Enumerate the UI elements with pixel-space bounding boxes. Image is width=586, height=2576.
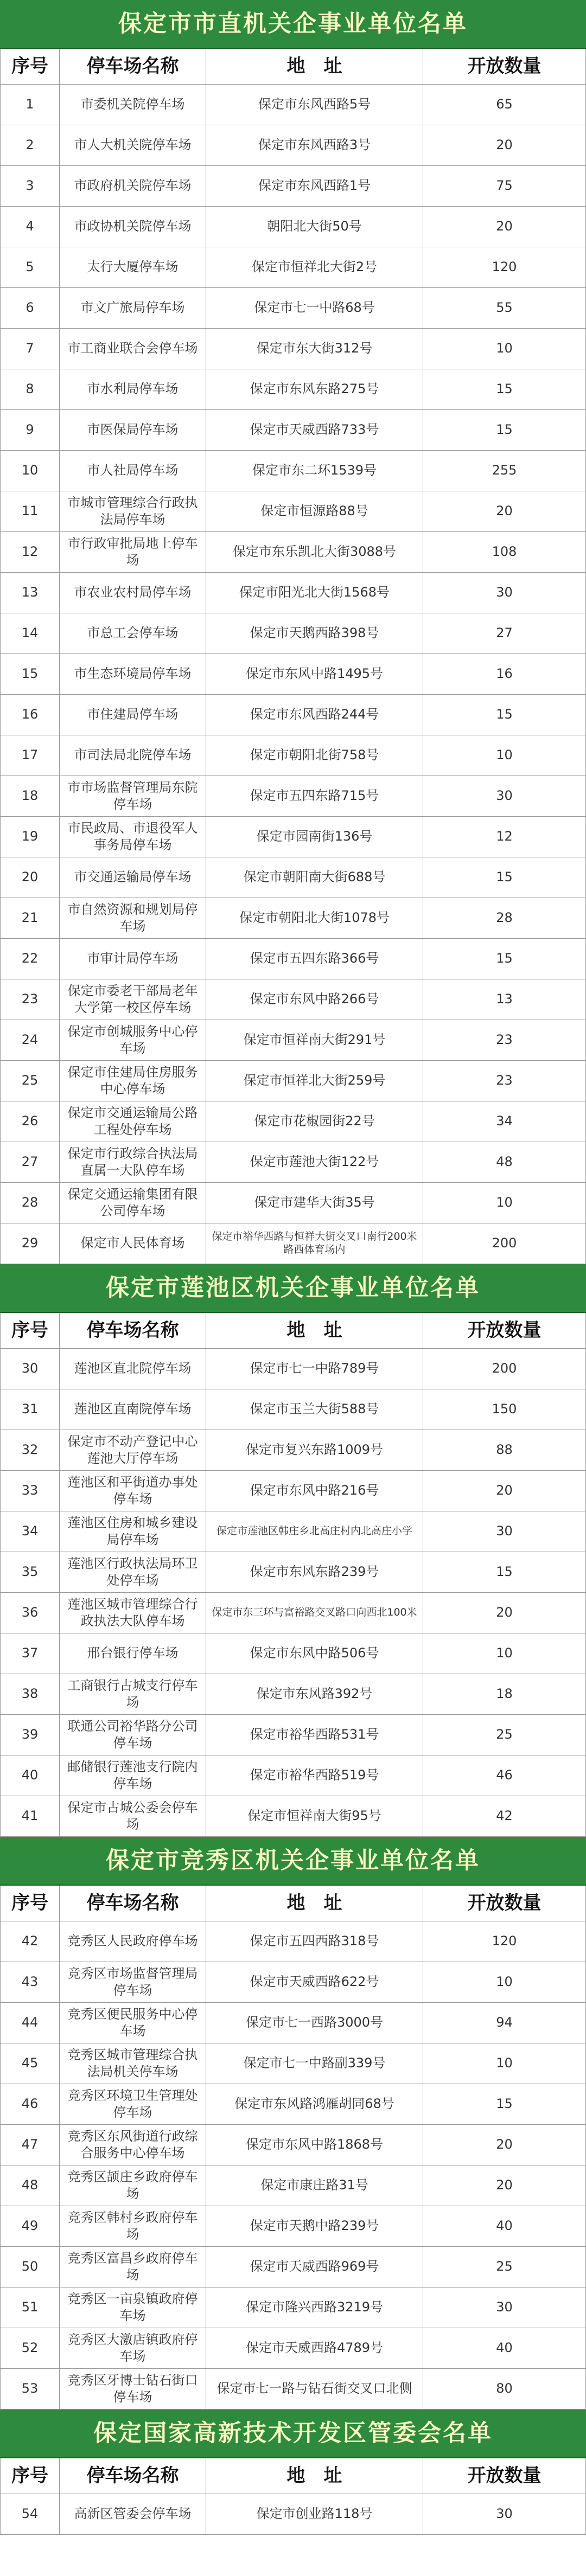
parking-name: 莲池区住房和城乡建设局停车场 xyxy=(60,1511,206,1552)
table-row xyxy=(0,735,586,776)
table-row xyxy=(0,1020,586,1061)
open-count: 15 xyxy=(423,1552,586,1593)
row-number: 46 xyxy=(0,2084,60,2125)
header-addr: 地 址 xyxy=(206,49,423,85)
address: 保定市东风路392号 xyxy=(206,1674,423,1715)
table-row xyxy=(0,654,586,695)
header-addr: 地 址 xyxy=(206,1313,423,1349)
parking-name: 邢台银行停车场 xyxy=(60,1633,206,1674)
table-row xyxy=(0,1593,586,1633)
header-name: 停车场名称 xyxy=(60,1313,206,1349)
parking-name: 市民政局、市退役军人事务局停车场 xyxy=(60,817,206,857)
row-number: 20 xyxy=(0,857,60,898)
open-count: 10 xyxy=(423,2043,586,2084)
row-number: 3 xyxy=(0,166,60,207)
section-1 xyxy=(0,0,586,1264)
table-row xyxy=(0,1223,586,1264)
open-count: 30 xyxy=(423,776,586,817)
address: 保定市东风中路266号 xyxy=(206,979,423,1020)
address: 保定市莲池大街122号 xyxy=(206,1142,423,1183)
parking-name: 竞秀区一亩泉镇政府停车场 xyxy=(60,2287,206,2328)
address: 保定市恒源路88号 xyxy=(206,491,423,532)
table-header-row xyxy=(0,1313,586,1349)
parking-name: 高新区管委会停车场 xyxy=(60,2494,206,2535)
table-row xyxy=(0,532,586,573)
parking-name: 竞秀区大激店镇政府停车场 xyxy=(60,2328,206,2369)
address: 保定市东风西路3号 xyxy=(206,125,423,166)
parking-name: 市审计局停车场 xyxy=(60,939,206,979)
open-count: 75 xyxy=(423,166,586,207)
address: 保定市天鹅西路398号 xyxy=(206,613,423,654)
section-2 xyxy=(0,1264,586,1837)
table-row xyxy=(0,2494,586,2535)
open-count: 15 xyxy=(423,939,586,979)
address: 保定市东二环1539号 xyxy=(206,451,423,491)
address: 朝阳北大街50号 xyxy=(206,207,423,247)
table-row xyxy=(0,817,586,857)
address: 保定市阳光北大街1568号 xyxy=(206,573,423,613)
open-count: 15 xyxy=(423,695,586,735)
address: 保定市五四东路715号 xyxy=(206,776,423,817)
open-count: 25 xyxy=(423,2247,586,2287)
address: 保定市朝阳北街758号 xyxy=(206,735,423,776)
parking-name: 莲池区城市管理综合行政执法大队停车场 xyxy=(60,1593,206,1633)
table-row xyxy=(0,451,586,491)
section-title: 保定市竞秀区机关企事业单位名单 xyxy=(0,1837,586,1886)
row-number: 5 xyxy=(0,247,60,288)
parking-name: 邮储银行莲池支行院内停车场 xyxy=(60,1755,206,1796)
address: 保定市东风中路1868号 xyxy=(206,2125,423,2165)
address: 保定市七一西路3000号 xyxy=(206,2003,423,2043)
header-count: 开放数量 xyxy=(423,1886,586,1921)
parking-name: 莲池区和平街道办事处停车场 xyxy=(60,1471,206,1511)
open-count: 150 xyxy=(423,1389,586,1430)
table-row xyxy=(0,613,586,654)
parking-name: 市工商业联合会停车场 xyxy=(60,329,206,369)
parking-name: 保定市委老干部局老年大学第一校区停车场 xyxy=(60,979,206,1020)
table-row xyxy=(0,2165,586,2206)
address: 保定市天威西路4789号 xyxy=(206,2328,423,2369)
parking-name: 市医保局停车场 xyxy=(60,410,206,451)
parking-name: 市自然资源和规划局停车场 xyxy=(60,898,206,939)
section-3 xyxy=(0,1837,586,2410)
row-number: 6 xyxy=(0,288,60,329)
row-number: 30 xyxy=(0,1349,60,1389)
open-count: 18 xyxy=(423,1674,586,1715)
table-row xyxy=(0,1183,586,1223)
open-count: 30 xyxy=(423,2287,586,2328)
address: 保定市玉兰大街588号 xyxy=(206,1389,423,1430)
address: 保定市东风西路1号 xyxy=(206,166,423,207)
table-row xyxy=(0,979,586,1020)
table-row xyxy=(0,857,586,898)
table-row xyxy=(0,166,586,207)
open-count: 16 xyxy=(423,654,586,695)
open-count: 10 xyxy=(423,1633,586,1674)
open-count: 65 xyxy=(423,85,586,125)
parking-name: 市行政审批局地上停车场 xyxy=(60,532,206,573)
row-number: 32 xyxy=(0,1430,60,1471)
table-row xyxy=(0,288,586,329)
open-count: 80 xyxy=(423,2369,586,2410)
row-number: 51 xyxy=(0,2287,60,2328)
table-row xyxy=(0,125,586,166)
row-number: 18 xyxy=(0,776,60,817)
table-header-row xyxy=(0,2458,586,2494)
table-row xyxy=(0,207,586,247)
table-row xyxy=(0,1921,586,1962)
row-number: 9 xyxy=(0,410,60,451)
address: 保定市复兴东路1009号 xyxy=(206,1430,423,1471)
parking-name: 市交通运输局停车场 xyxy=(60,857,206,898)
table-row xyxy=(0,939,586,979)
table-row xyxy=(0,2003,586,2043)
parking-name: 市委机关院停车场 xyxy=(60,85,206,125)
open-count: 88 xyxy=(423,1430,586,1471)
open-count: 20 xyxy=(423,207,586,247)
table-header-row xyxy=(0,49,586,85)
row-number: 31 xyxy=(0,1389,60,1430)
open-count: 15 xyxy=(423,410,586,451)
parking-name: 市司法局北院停车场 xyxy=(60,735,206,776)
table-row xyxy=(0,1552,586,1593)
row-number: 54 xyxy=(0,2494,60,2535)
address: 保定市天威西路733号 xyxy=(206,410,423,451)
row-number: 17 xyxy=(0,735,60,776)
open-count: 20 xyxy=(423,125,586,166)
parking-name: 市水利局停车场 xyxy=(60,369,206,410)
row-number: 40 xyxy=(0,1755,60,1796)
row-number: 12 xyxy=(0,532,60,573)
table-row xyxy=(0,329,586,369)
header-name: 停车场名称 xyxy=(60,2458,206,2494)
open-count: 10 xyxy=(423,1962,586,2003)
header-no: 序号 xyxy=(0,1886,60,1921)
address: 保定市裕华西路与恒祥大街交叉口南行200米路西体育场内 xyxy=(206,1223,423,1264)
open-count: 20 xyxy=(423,2165,586,2206)
parking-name: 莲池区行政执法局环卫处停车场 xyxy=(60,1552,206,1593)
open-count: 40 xyxy=(423,2328,586,2369)
open-count: 255 xyxy=(423,451,586,491)
open-count: 23 xyxy=(423,1020,586,1061)
open-count: 10 xyxy=(423,329,586,369)
address: 保定市五四西路318号 xyxy=(206,1921,423,1962)
open-count: 120 xyxy=(423,1921,586,1962)
parking-name: 市住建局停车场 xyxy=(60,695,206,735)
table-row xyxy=(0,2125,586,2165)
table-row xyxy=(0,2287,586,2328)
open-count: 12 xyxy=(423,817,586,857)
table-row xyxy=(0,1674,586,1715)
parking-name: 工商银行古城支行停车场 xyxy=(60,1674,206,1715)
row-number: 19 xyxy=(0,817,60,857)
parking-name: 保定市人民体育场 xyxy=(60,1223,206,1264)
row-number: 37 xyxy=(0,1633,60,1674)
parking-name: 保定市住建局住房服务中心停车场 xyxy=(60,1061,206,1101)
section-title: 保定市莲池区机关企事业单位名单 xyxy=(0,1264,586,1313)
address: 保定市东三环与富裕路交叉路口向西北100米 xyxy=(206,1593,423,1633)
parking-name: 竞秀区便民服务中心停车场 xyxy=(60,2003,206,2043)
row-number: 49 xyxy=(0,2206,60,2247)
parking-name: 竞秀区颉庄乡政府停车场 xyxy=(60,2165,206,2206)
address: 保定市花椒园街22号 xyxy=(206,1101,423,1142)
address: 保定市七一中路副339号 xyxy=(206,2043,423,2084)
table-row xyxy=(0,1389,586,1430)
row-number: 36 xyxy=(0,1593,60,1633)
table-row xyxy=(0,1755,586,1796)
address: 保定市东风中路506号 xyxy=(206,1633,423,1674)
row-number: 42 xyxy=(0,1921,60,1962)
row-number: 39 xyxy=(0,1715,60,1755)
table-row xyxy=(0,2084,586,2125)
address: 保定市天威西路622号 xyxy=(206,1962,423,2003)
table-row xyxy=(0,1511,586,1552)
table-row xyxy=(0,1101,586,1142)
open-count: 46 xyxy=(423,1755,586,1796)
row-number: 22 xyxy=(0,939,60,979)
open-count: 20 xyxy=(423,2125,586,2165)
header-count: 开放数量 xyxy=(423,1313,586,1349)
table-row xyxy=(0,1715,586,1755)
row-number: 43 xyxy=(0,1962,60,2003)
parking-name: 莲池区直南院停车场 xyxy=(60,1389,206,1430)
address: 保定市园南街136号 xyxy=(206,817,423,857)
open-count: 30 xyxy=(423,1511,586,1552)
table-row xyxy=(0,369,586,410)
table-row xyxy=(0,695,586,735)
table-row xyxy=(0,1061,586,1101)
open-count: 40 xyxy=(423,2206,586,2247)
parking-name: 市政协机关院停车场 xyxy=(60,207,206,247)
table-row xyxy=(0,1633,586,1674)
table-header-row xyxy=(0,1886,586,1921)
row-number: 2 xyxy=(0,125,60,166)
row-number: 28 xyxy=(0,1183,60,1223)
parking-name: 竞秀区东风街道行政综合服务中心停车场 xyxy=(60,2125,206,2165)
open-count: 25 xyxy=(423,1715,586,1755)
open-count: 28 xyxy=(423,898,586,939)
row-number: 48 xyxy=(0,2165,60,2206)
table-row xyxy=(0,1349,586,1389)
parking-name: 竞秀区市场监督管理局停车场 xyxy=(60,1962,206,2003)
address: 保定市莲池区韩庄乡北高庄村内北高庄小学 xyxy=(206,1511,423,1552)
row-number: 34 xyxy=(0,1511,60,1552)
parking-name: 莲池区直北院停车场 xyxy=(60,1349,206,1389)
parking-name: 保定市不动产登记中心莲池大厅停车场 xyxy=(60,1430,206,1471)
table-row xyxy=(0,247,586,288)
open-count: 55 xyxy=(423,288,586,329)
parking-name: 市农业农村局停车场 xyxy=(60,573,206,613)
parking-name: 市总工会停车场 xyxy=(60,613,206,654)
address: 保定市东风中路1495号 xyxy=(206,654,423,695)
header-name: 停车场名称 xyxy=(60,1886,206,1921)
open-count: 42 xyxy=(423,1796,586,1837)
row-number: 23 xyxy=(0,979,60,1020)
table-row xyxy=(0,85,586,125)
row-number: 53 xyxy=(0,2369,60,2410)
row-number: 21 xyxy=(0,898,60,939)
row-number: 41 xyxy=(0,1796,60,1837)
open-count: 15 xyxy=(423,369,586,410)
table-row xyxy=(0,1962,586,2003)
table-row xyxy=(0,1471,586,1511)
address: 保定市东风中路216号 xyxy=(206,1471,423,1511)
address: 保定市创业路118号 xyxy=(206,2494,423,2535)
table-row xyxy=(0,1142,586,1183)
parking-name: 保定市古城公委会停车场 xyxy=(60,1796,206,1837)
parking-name: 保定市创城服务中心停车场 xyxy=(60,1020,206,1061)
parking-name: 市人大机关院停车场 xyxy=(60,125,206,166)
header-no: 序号 xyxy=(0,49,60,85)
row-number: 29 xyxy=(0,1223,60,1264)
address: 保定市东乐凯北大街3088号 xyxy=(206,532,423,573)
section-4 xyxy=(0,2410,586,2535)
table-row xyxy=(0,776,586,817)
header-no: 序号 xyxy=(0,1313,60,1349)
table-row xyxy=(0,491,586,532)
open-count: 94 xyxy=(423,2003,586,2043)
parking-name: 竞秀区人民政府停车场 xyxy=(60,1921,206,1962)
row-number: 38 xyxy=(0,1674,60,1715)
row-number: 24 xyxy=(0,1020,60,1061)
table-row xyxy=(0,2369,586,2410)
address: 保定市裕华西路531号 xyxy=(206,1715,423,1755)
open-count: 30 xyxy=(423,2494,586,2535)
row-number: 16 xyxy=(0,695,60,735)
address: 保定市裕华西路519号 xyxy=(206,1755,423,1796)
row-number: 33 xyxy=(0,1471,60,1511)
row-number: 15 xyxy=(0,654,60,695)
section-title: 保定国家高新技术开发区管委会名单 xyxy=(0,2410,586,2458)
table-row xyxy=(0,898,586,939)
row-number: 11 xyxy=(0,491,60,532)
table-row xyxy=(0,2328,586,2369)
address: 保定市康庄路31号 xyxy=(206,2165,423,2206)
parking-name: 联通公司裕华路分公司停车场 xyxy=(60,1715,206,1755)
table-row xyxy=(0,573,586,613)
parking-name: 保定交通运输集团有限公司停车场 xyxy=(60,1183,206,1223)
address: 保定市七一中路68号 xyxy=(206,288,423,329)
open-count: 10 xyxy=(423,1183,586,1223)
address: 保定市东风东路275号 xyxy=(206,369,423,410)
open-count: 48 xyxy=(423,1142,586,1183)
open-count: 20 xyxy=(423,491,586,532)
address: 保定市天威西路969号 xyxy=(206,2247,423,2287)
parking-name: 市市场监督管理局东院停车场 xyxy=(60,776,206,817)
header-name: 停车场名称 xyxy=(60,49,206,85)
row-number: 47 xyxy=(0,2125,60,2165)
row-number: 25 xyxy=(0,1061,60,1101)
open-count: 200 xyxy=(423,1223,586,1264)
header-no: 序号 xyxy=(0,2458,60,2494)
parking-name: 市城市管理综合行政执法局停车场 xyxy=(60,491,206,532)
row-number: 35 xyxy=(0,1552,60,1593)
open-count: 23 xyxy=(423,1061,586,1101)
open-count: 200 xyxy=(423,1349,586,1389)
row-number: 45 xyxy=(0,2043,60,2084)
row-number: 4 xyxy=(0,207,60,247)
address: 保定市七一中路789号 xyxy=(206,1349,423,1389)
parking-name: 市文广旅局停车场 xyxy=(60,288,206,329)
address: 保定市东风西路5号 xyxy=(206,85,423,125)
open-count: 13 xyxy=(423,979,586,1020)
parking-name: 保定市交通运输局公路工程处停车场 xyxy=(60,1101,206,1142)
address: 保定市恒祥南大街95号 xyxy=(206,1796,423,1837)
table-row xyxy=(0,1796,586,1837)
open-count: 27 xyxy=(423,613,586,654)
parking-name: 竞秀区韩村乡政府停车场 xyxy=(60,2206,206,2247)
open-count: 15 xyxy=(423,2084,586,2125)
table-row xyxy=(0,2247,586,2287)
address: 保定市朝阳南大街688号 xyxy=(206,857,423,898)
header-addr: 地 址 xyxy=(206,2458,423,2494)
address: 保定市建华大街35号 xyxy=(206,1183,423,1223)
row-number: 52 xyxy=(0,2328,60,2369)
section-title: 保定市市直机关企事业单位名单 xyxy=(0,0,586,49)
row-number: 7 xyxy=(0,329,60,369)
table-row xyxy=(0,2043,586,2084)
address: 保定市东风路鸿雁胡同68号 xyxy=(206,2084,423,2125)
address: 保定市东风西路244号 xyxy=(206,695,423,735)
open-count: 30 xyxy=(423,573,586,613)
address: 保定市东风东路239号 xyxy=(206,1552,423,1593)
address: 保定市恒祥北大街259号 xyxy=(206,1061,423,1101)
open-count: 10 xyxy=(423,735,586,776)
row-number: 27 xyxy=(0,1142,60,1183)
parking-name: 市政府机关院停车场 xyxy=(60,166,206,207)
row-number: 1 xyxy=(0,85,60,125)
row-number: 14 xyxy=(0,613,60,654)
row-number: 26 xyxy=(0,1101,60,1142)
parking-name: 竞秀区牙博士钻石街口停车场 xyxy=(60,2369,206,2410)
open-count: 120 xyxy=(423,247,586,288)
header-addr: 地 址 xyxy=(206,1886,423,1921)
address: 保定市恒祥南大街291号 xyxy=(206,1020,423,1061)
address: 保定市七一路与钻石街交叉口北侧 xyxy=(206,2369,423,2410)
open-count: 108 xyxy=(423,532,586,573)
address: 保定市天鹅中路239号 xyxy=(206,2206,423,2247)
table-row xyxy=(0,410,586,451)
row-number: 13 xyxy=(0,573,60,613)
parking-name: 市人社局停车场 xyxy=(60,451,206,491)
parking-name: 竞秀区城市管理综合执法局机关停车场 xyxy=(60,2043,206,2084)
table-row xyxy=(0,1430,586,1471)
address: 保定市五四东路366号 xyxy=(206,939,423,979)
header-count: 开放数量 xyxy=(423,2458,586,2494)
open-count: 20 xyxy=(423,1593,586,1633)
open-count: 20 xyxy=(423,1471,586,1511)
parking-name: 竞秀区富昌乡政府停车场 xyxy=(60,2247,206,2287)
header-count: 开放数量 xyxy=(423,49,586,85)
open-count: 34 xyxy=(423,1101,586,1142)
address: 保定市隆兴西路3219号 xyxy=(206,2287,423,2328)
address: 保定市朝阳北大街1078号 xyxy=(206,898,423,939)
row-number: 10 xyxy=(0,451,60,491)
parking-name: 市生态环境局停车场 xyxy=(60,654,206,695)
parking-name: 太行大厦停车场 xyxy=(60,247,206,288)
row-number: 8 xyxy=(0,369,60,410)
parking-name: 保定市行政综合执法局直属一大队停车场 xyxy=(60,1142,206,1183)
table-row xyxy=(0,2206,586,2247)
row-number: 44 xyxy=(0,2003,60,2043)
address: 保定市恒祥北大街2号 xyxy=(206,247,423,288)
row-number: 50 xyxy=(0,2247,60,2287)
parking-name: 竞秀区环境卫生管理处停车场 xyxy=(60,2084,206,2125)
address: 保定市东大街312号 xyxy=(206,329,423,369)
open-count: 15 xyxy=(423,857,586,898)
